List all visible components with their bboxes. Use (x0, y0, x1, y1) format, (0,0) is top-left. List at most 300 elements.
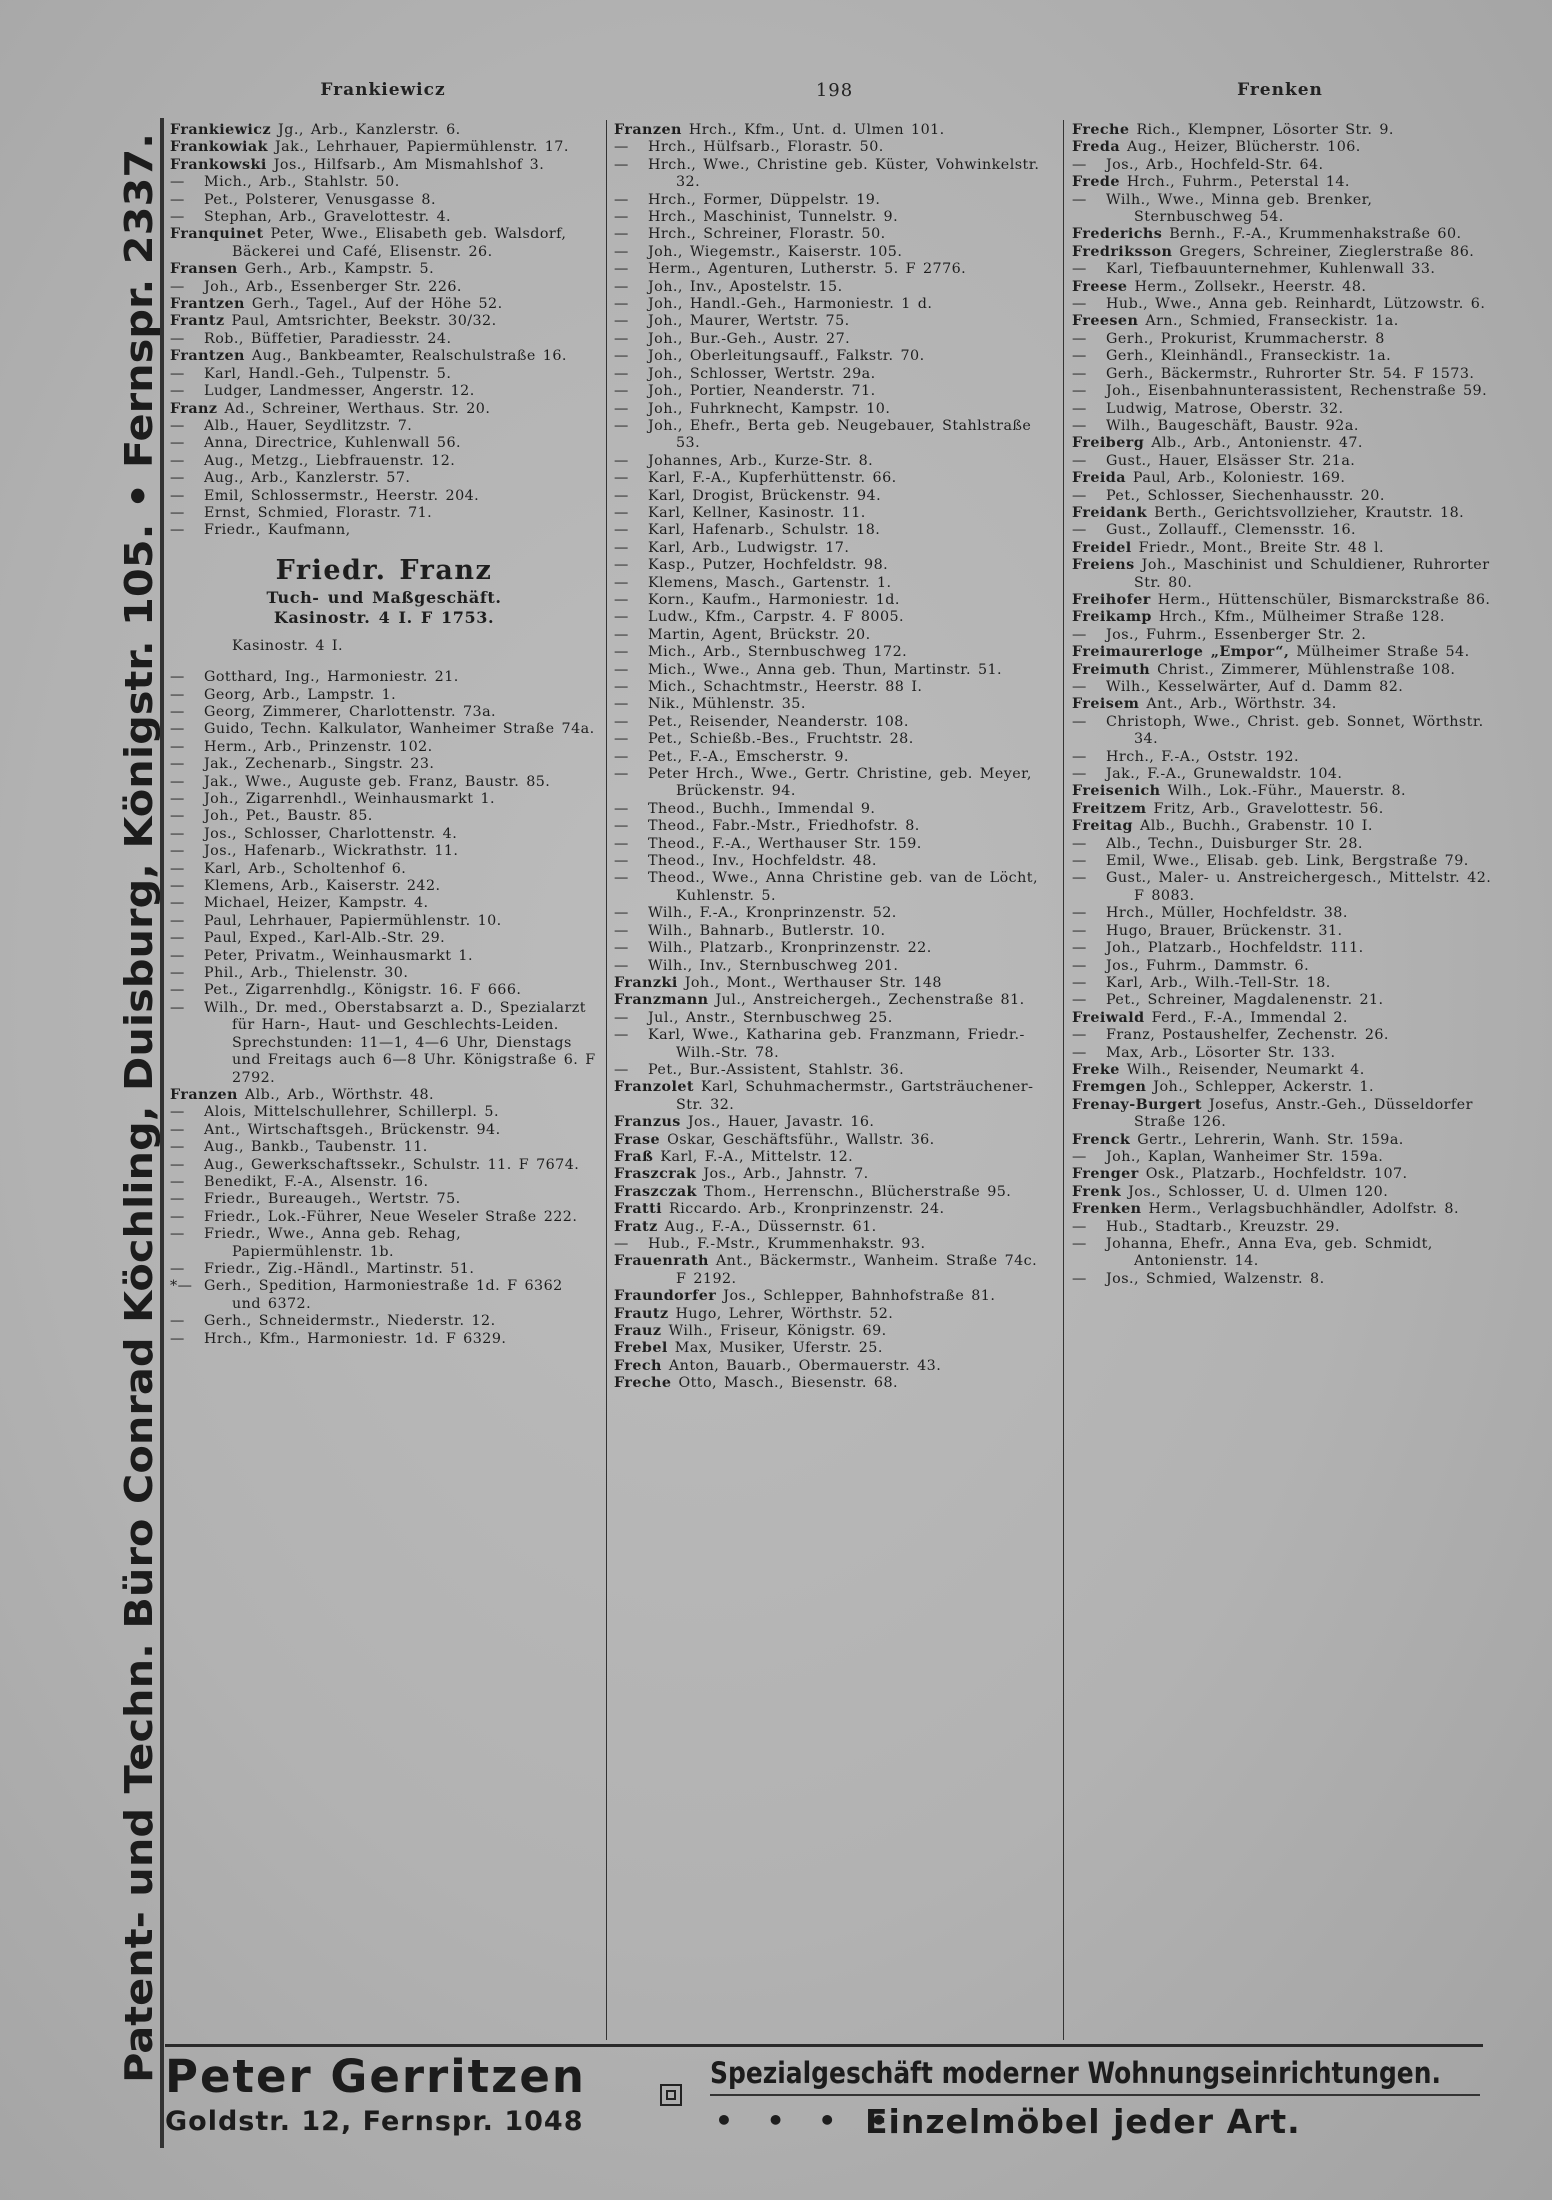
entry-details: Klemens, Masch., Gartenstr. 1. (648, 574, 892, 591)
list-item (170, 930, 598, 947)
entry-surname: Frauenrath (614, 1253, 709, 1270)
entry-details: Max, Arb., Lösorter Str. 133. (1106, 1044, 1336, 1061)
list-item (170, 1313, 598, 1330)
entry-surname: Frankowski (170, 156, 267, 173)
ditto-dash (1072, 1236, 1106, 1253)
entry-surname: Freitzem (1072, 800, 1147, 817)
entry-details: Riccardo. Arb., Kronprinzenstr. 24. (669, 1201, 945, 1218)
entry-details: Gregers, Schreiner, Zieglerstraße 86. (1179, 243, 1475, 260)
dash: — (614, 365, 629, 382)
dash: — (614, 853, 629, 870)
entry-surname: Freesen (1072, 313, 1139, 330)
entry-details: Hrch., Wwe., Christine geb. Küster, Vohwinkelstr. 32. (648, 156, 1040, 191)
entry-details: Ant., Arb., Wörthstr. 34. (1146, 696, 1337, 713)
entry-details: Pet., Zigarrenhdlg., Königstr. 16. F 666. (204, 982, 522, 999)
list-item (1072, 1045, 1492, 1062)
ditto-dash (614, 749, 648, 766)
entry-details: Osk., Platzarb., Hochfeldstr. 107. (1145, 1166, 1408, 1183)
ditto-dash (1072, 1271, 1106, 1288)
list-item (170, 522, 598, 539)
entry-details: Herm., Hüttenschüler, Bismarckstraße 86. (1157, 591, 1491, 608)
entry-surname: Fratz (614, 1218, 658, 1235)
entry-details: Hrch., Maschinist, Tunnelstr. 9. (648, 209, 899, 226)
ditto-dash (614, 923, 648, 940)
ditto-dash (170, 331, 204, 348)
list-item (614, 714, 1054, 731)
ad-line: Tuch- und Maßgeschäft. (266, 587, 502, 607)
footer-address: Goldstr. 12, Fernspr. 1048 (165, 2106, 584, 2137)
dash: — (1072, 679, 1087, 695)
entry-surname: Frauz (614, 1323, 662, 1340)
entry-details: Ant., Wirtschaftsgeh., Brückenstr. 94. (204, 1121, 501, 1138)
entry-surname: Frenck (1072, 1131, 1131, 1148)
entry-details: Hrch., F.-A., Oststr. 192. (1106, 748, 1299, 765)
ditto-dash (170, 192, 204, 209)
list-item (614, 1306, 1054, 1323)
dash: — (1072, 522, 1087, 539)
entry-details: Wilh., Platzarb., Kronprinzenstr. 22. (648, 940, 932, 957)
directory-column-2 (614, 122, 1054, 1393)
list-item (1072, 836, 1492, 853)
list-item (170, 383, 598, 400)
dash: — (614, 522, 629, 539)
list-item (1072, 1062, 1492, 1079)
ditto-dash (1072, 870, 1106, 887)
dash: — (170, 1313, 185, 1330)
entry-details: Peter, Privatm., Weinhausmarkt 1. (204, 947, 473, 964)
entry-details: Oskar, Geschäftsführ., Wallstr. 36. (667, 1131, 935, 1148)
dash: — (614, 609, 629, 626)
ditto-dash (614, 592, 648, 609)
dash: — (1072, 156, 1087, 173)
entry-details: Joh., Kaplan, Wanheimer Str. 159a. (1106, 1148, 1384, 1165)
entry-surname: Fraundorfer (614, 1288, 717, 1305)
entry-details: Rich., Klempner, Lösorter Str. 9. (1136, 122, 1394, 138)
ditto-dash (1072, 296, 1106, 313)
entry-details: Jak., F.-A., Grunewaldstr. 104. (1106, 766, 1343, 783)
entry-details: Hrch., Kfm., Harmoniestr. 1d. F 6329. (204, 1330, 507, 1347)
dash: — (170, 930, 185, 947)
asterisk-mark: * (170, 1278, 178, 1295)
list-item (1072, 122, 1492, 139)
list-item (170, 366, 598, 383)
dash: — (614, 539, 629, 556)
dash: — (1072, 974, 1087, 991)
entry-details: Georg, Arb., Lampstr. 1. (204, 686, 397, 703)
ditto-dash (170, 826, 204, 843)
ditto-dash (1072, 1027, 1106, 1044)
entry-surname: Franzen (614, 122, 682, 138)
entry-details: Ludw., Kfm., Carpstr. 4. F 8005. (648, 609, 905, 626)
footer-company-name: Peter Gerritzen (165, 2050, 586, 2103)
dash: — (170, 174, 185, 191)
ditto-dash (614, 801, 648, 818)
dash: — (1072, 1148, 1087, 1165)
list-item (614, 1166, 1054, 1183)
entry-details: Karl, Schuhmachermstr., Gartsträuchener-Str. 32. (676, 1079, 1034, 1113)
entry-details: Paul, Amtsrichter, Beekstr. 30/32. (231, 313, 497, 330)
ditto-dash (170, 669, 204, 686)
entry-list (1072, 122, 1492, 1288)
list-item (1072, 139, 1492, 156)
dash: — (614, 574, 629, 591)
dash: — (614, 835, 629, 852)
ditto-dash (614, 157, 648, 174)
list-item (1072, 923, 1492, 940)
list-item (614, 540, 1054, 557)
dash: — (614, 818, 629, 835)
dash: — (170, 365, 185, 382)
entry-details: Peter Hrch., Wwe., Gertr. Christine, geb. Meyer, Brückenstr. 94. (648, 766, 1032, 800)
dash: — (614, 800, 629, 817)
entry-details: Gotthard, Ing., Harmoniestr. 21. (204, 669, 459, 686)
dash: — (614, 626, 629, 643)
entry-details: Aug., F.-A., Düssernstr. 61. (664, 1218, 877, 1235)
dash: — (170, 738, 185, 755)
list-item (614, 1236, 1054, 1253)
ditto-dash (170, 1174, 204, 1191)
footer-advertisement (165, 2044, 1483, 2144)
dash: — (1072, 1044, 1087, 1061)
dash: — (170, 1191, 185, 1208)
list-item (170, 1122, 598, 1139)
ditto-dash (170, 279, 204, 296)
entry-details: Hub., Wwe., Anna geb. Reinhardt, Lützowstr. 6. (1106, 296, 1486, 313)
entry-details: Jos., Fuhrm., Essenberger Str. 2. (1106, 626, 1367, 643)
ditto-dash (170, 895, 204, 912)
list-item (614, 923, 1054, 940)
list-item (1072, 296, 1492, 313)
entry-details: Otto, Masch., Biesenstr. 68. (678, 1375, 899, 1392)
entry-details: Joh., Ehefr., Berta geb. Neugebauer, Stahlstraße 53. (648, 417, 1032, 452)
entry-surname: Frebel (614, 1340, 668, 1357)
list-item (1072, 870, 1492, 905)
dash: — (170, 947, 185, 964)
entry-details: Mülheimer Straße 54. (1296, 644, 1470, 661)
entry-surname: Frantzen (170, 348, 245, 365)
list-item (614, 331, 1054, 348)
list-item (1072, 505, 1492, 522)
ditto-dash (170, 1331, 204, 1348)
entry-details: Gerh., Kleinhändl., Fransеckistr. 1a. (1106, 348, 1392, 365)
entry-details: Paul, Arb., Koloniestr. 169. (1132, 470, 1346, 487)
entry-surname: Fraszczak (614, 1183, 697, 1200)
ditto-dash (170, 721, 204, 738)
list-item (170, 913, 598, 930)
entry-details: Anna, Directrice, Kuhlenwall 56. (204, 435, 462, 452)
entry-details: Hrch., Schreiner, Florastr. 50. (648, 226, 886, 243)
entry-surname: Fredriksson (1072, 243, 1173, 260)
dash: — (614, 1236, 629, 1252)
list-item (614, 696, 1054, 713)
entry-details: Gerh., Spedition, Harmoniestraße 1d. F 6362 und 6372. (204, 1278, 563, 1312)
dash: — (1072, 835, 1087, 852)
ditto-dash (170, 453, 204, 470)
ditto-dash (614, 418, 648, 435)
ditto-dash (614, 139, 648, 156)
entry-details: Jos., Hauer, Javastr. 16. (687, 1114, 875, 1131)
list-item (614, 609, 1054, 626)
entry-details: Hub., F.-Mstr., Krummenhakstr. 93. (648, 1236, 926, 1252)
list-item (170, 453, 598, 470)
list-item (1072, 383, 1492, 400)
ditto-dash (1072, 331, 1106, 348)
list-item (170, 331, 598, 348)
ditto-dash (1072, 157, 1106, 174)
list-item (1072, 522, 1492, 539)
ditto-dash (170, 1157, 204, 1174)
list-item (170, 139, 598, 156)
dash: — (1072, 1218, 1087, 1235)
entry-details: Jos., Hilfsarb., Am Mismahlshof 3. (273, 156, 545, 173)
list-item (1072, 244, 1492, 261)
list-item (1072, 818, 1492, 835)
list-item (614, 557, 1054, 574)
dash: — (170, 383, 185, 400)
list-item (614, 592, 1054, 609)
entry-details: Benedikt, F.-A., Alsenstr. 16. (204, 1173, 429, 1190)
list-item (614, 1358, 1054, 1375)
entry-details: Alb., Techn., Duisburger Str. 28. (1106, 835, 1363, 852)
list-item (614, 261, 1054, 278)
sidebar-advertisement (108, 118, 168, 2088)
entry-details: Joh., Platzarb., Hochfeldstr. 111. (1106, 940, 1364, 957)
list-item (614, 209, 1054, 226)
list-item (614, 453, 1054, 470)
ditto-dash (170, 739, 204, 756)
ditto-dash (170, 861, 204, 878)
list-item (614, 488, 1054, 505)
list-item (1072, 226, 1492, 243)
dash: — (614, 226, 629, 243)
entry-details: Jak., Lehrhauer, Papiermühlenstr. 17. (274, 139, 569, 156)
entry-surname: Frankowiak (170, 139, 268, 156)
entry-details: Gertr., Lehrerin, Wanh. Str. 159a. (1137, 1131, 1404, 1148)
list-item (1072, 1079, 1492, 1096)
list-item (170, 1209, 598, 1226)
entry-surname: Freese (1072, 278, 1128, 295)
list-item (1072, 1149, 1492, 1166)
entry-details: Pet., Polsterer, Venusgasse 8. (204, 191, 436, 208)
entry-details: Ernst, Schmied, Florastr. 71. (204, 504, 433, 521)
entry-surname: Fremgen (1072, 1079, 1147, 1096)
list-item (170, 1331, 598, 1348)
entry-surname: Freikamp (1072, 609, 1152, 626)
entry-list (614, 122, 1054, 1393)
ad-title: Friedr. Franz (275, 554, 493, 586)
list-item (614, 1375, 1054, 1392)
entry-details: Joh., Pet., Baustr. 85. (204, 808, 373, 825)
entry-details: Karl, Kellner, Kasinostr. 11. (648, 504, 866, 521)
ad-line: Kasinostr. 4 I. F 1753. (273, 607, 495, 627)
ditto-dash (614, 522, 648, 539)
dash: — (170, 721, 185, 738)
ditto-dash (614, 1027, 648, 1044)
entry-details: Alb., Buchh., Grabenstr. 10 I. (1139, 818, 1373, 835)
entry-details: Jos., Arb., Hochfeld-Str. 64. (1106, 156, 1324, 173)
list-item (170, 861, 598, 878)
list-item (614, 157, 1054, 192)
ditto-dash (170, 982, 204, 999)
entry-surname: Franzolet (614, 1079, 694, 1096)
list-item (170, 1191, 598, 1208)
entry-surname: Fraszcrak (614, 1166, 697, 1183)
dash: — (170, 686, 185, 703)
list-item (614, 905, 1054, 922)
list-item (170, 1087, 598, 1104)
dash: — (1072, 191, 1087, 208)
ditto-dash (614, 383, 648, 400)
directory-column-1 (170, 122, 598, 1348)
dash: — (614, 731, 629, 748)
entry-details: Pet., Reisender, Neanderstr. 108. (648, 713, 909, 730)
ditto-dash (170, 1139, 204, 1156)
dash: — (170, 843, 185, 860)
dash: — (170, 452, 185, 469)
list-item (614, 418, 1054, 453)
ornament-box-icon (660, 2084, 682, 2106)
entry-details: Theod., Fabr.-Mstr., Friedhofstr. 8. (648, 818, 920, 835)
entry-details: Theod., F.-A., Werthauser Str. 159. (648, 835, 922, 852)
list-item (1072, 1219, 1492, 1236)
entry-details: Joh., Bur.-Geh., Austr. 27. (648, 330, 851, 347)
entry-details: Wilh., F.-A., Kronprinzenstr. 52. (648, 905, 897, 922)
list-item (614, 1132, 1054, 1149)
entry-surname: Franz (170, 400, 218, 417)
ditto-dash (614, 192, 648, 209)
list-item (170, 895, 598, 912)
dash: — (170, 417, 185, 434)
entry-details: Alb., Arb., Wörthstr. 48. (244, 1086, 435, 1103)
dash: — (614, 1061, 629, 1078)
entry-details: Karl, Arb., Scholtenhof 6. (204, 860, 407, 877)
list-item (170, 774, 598, 791)
entry-details: Kasp., Putzer, Hochfeldstr. 98. (648, 557, 889, 574)
footer-tagline: Spezialgeschäft moderner Wohnungseinrichtungen. (710, 2056, 1441, 2090)
dash: — (1072, 383, 1087, 400)
entry-details: Pet., F.-A., Emscherstr. 9. (648, 748, 849, 765)
entry-list (170, 669, 598, 1348)
ditto-dash (1072, 192, 1106, 209)
entry-surname: Fratti (614, 1201, 663, 1218)
ditto-dash (170, 1122, 204, 1139)
ditto-dash (170, 1104, 204, 1121)
list-item (1072, 1097, 1492, 1132)
dash: — (1072, 365, 1087, 382)
list-item (1072, 766, 1492, 783)
list-item (1072, 1166, 1492, 1183)
entry-details: Jak., Zechenarb., Singstr. 23. (204, 756, 435, 773)
entry-details: Gerh., Prokurist, Krummacherstr. 8 (1106, 330, 1385, 347)
dash: — (170, 965, 185, 982)
list-item (1072, 749, 1492, 766)
dash: — (1072, 853, 1087, 870)
entry-details: Theod., Wwe., Anna Christine geb. van de Löcht, Kuhlenstr. 5. (648, 870, 1038, 904)
list-item (614, 401, 1054, 418)
entry-details: Hrch., Fuhrm., Peterstal 14. (1126, 174, 1350, 191)
ditto-dash (170, 488, 204, 505)
entry-details: Jul., Anstreichergeh., Zechenstraße 81. (715, 992, 1025, 1009)
entry-details: Mich., Wwe., Anna geb. Thun, Martinstr. 51. (648, 661, 1003, 678)
ditto-dash (614, 261, 648, 278)
entry-details: Karl, F.-A., Mittelstr. 12. (660, 1148, 854, 1165)
list-item (614, 940, 1054, 957)
ditto-dash (170, 505, 204, 522)
entry-surname: Freiberg (1072, 435, 1145, 452)
entry-surname: Frenken (1072, 1201, 1142, 1218)
directory-column-3 (1072, 122, 1492, 1288)
ditto-dash (170, 1261, 204, 1278)
dash: — (614, 557, 629, 574)
ditto-dash (1072, 348, 1106, 365)
entry-details: Jos., Schmied, Walzenstr. 8. (1106, 1270, 1325, 1287)
list-item (1072, 679, 1492, 696)
dash: — (170, 1156, 185, 1173)
ditto-dash (614, 1236, 648, 1253)
list-item (614, 575, 1054, 592)
entry-details: Karl, Drogist, Brückenstr. 94. (648, 487, 882, 504)
ditto-dash (614, 313, 648, 330)
ditto-dash (170, 435, 204, 452)
dash: — (614, 156, 629, 173)
entry-details: Jos., Schlepper, Bahnhofstraße 81. (723, 1288, 996, 1305)
ditto-dash (170, 704, 204, 721)
list-item (614, 139, 1054, 156)
dash: — (170, 1226, 185, 1243)
ditto-dash (614, 540, 648, 557)
entry-surname: Freda (1072, 139, 1121, 156)
list-item (170, 1139, 598, 1156)
entry-details: Gerh., Tagel., Auf der Höhe 52. (251, 296, 503, 313)
entry-surname: Freitag (1072, 818, 1133, 835)
dash: — (170, 703, 185, 720)
dash: — (170, 435, 185, 452)
entry-details: Rob., Büffetier, Paradiesstr. 24. (204, 330, 452, 347)
ditto-dash (1072, 261, 1106, 278)
ditto-dash (170, 791, 204, 808)
list-item (170, 122, 598, 139)
entry-details: Gust., Hauer, Elsässer Str. 21a. (1106, 452, 1356, 469)
ditto-dash (1072, 940, 1106, 957)
dash: — (170, 1260, 185, 1277)
list-item (614, 313, 1054, 330)
list-item (170, 261, 598, 278)
ditto-dash (614, 331, 648, 348)
ditto-dash (614, 958, 648, 975)
entry-details: Aug., Gewerkschaftssekr., Schulstr. 11. F 7674. (204, 1156, 580, 1173)
entry-details: Aug., Bankb., Taubenstr. 11. (204, 1139, 428, 1156)
list-item (614, 383, 1054, 400)
list-item (170, 174, 598, 191)
dash: — (1072, 400, 1087, 417)
entry-details: Joh., Handl.-Geh., Harmoniestr. 1 d. (648, 296, 933, 313)
entry-details: Phil., Arb., Thielenstr. 30. (204, 965, 409, 982)
dash: — (614, 191, 629, 208)
list-item (614, 766, 1054, 801)
entry-surname: Freche (614, 1375, 672, 1392)
list-item (170, 704, 598, 721)
list-item (170, 348, 598, 365)
entry-details: Karl, Hafenarb., Schulstr. 18. (648, 522, 881, 539)
entry-details: Gust., Maler- u. Anstreichergesch., Mittelstr. 42. F 8083. (1106, 870, 1492, 904)
dash: — (177, 1278, 193, 1295)
dash: — (614, 243, 629, 260)
entry-details: Joh., Maurer, Wertstr. 75. (648, 313, 850, 330)
list-item (614, 818, 1054, 835)
list-item (170, 965, 598, 982)
ditto-dash (614, 366, 648, 383)
business-ad-friedr-franz (170, 554, 598, 628)
